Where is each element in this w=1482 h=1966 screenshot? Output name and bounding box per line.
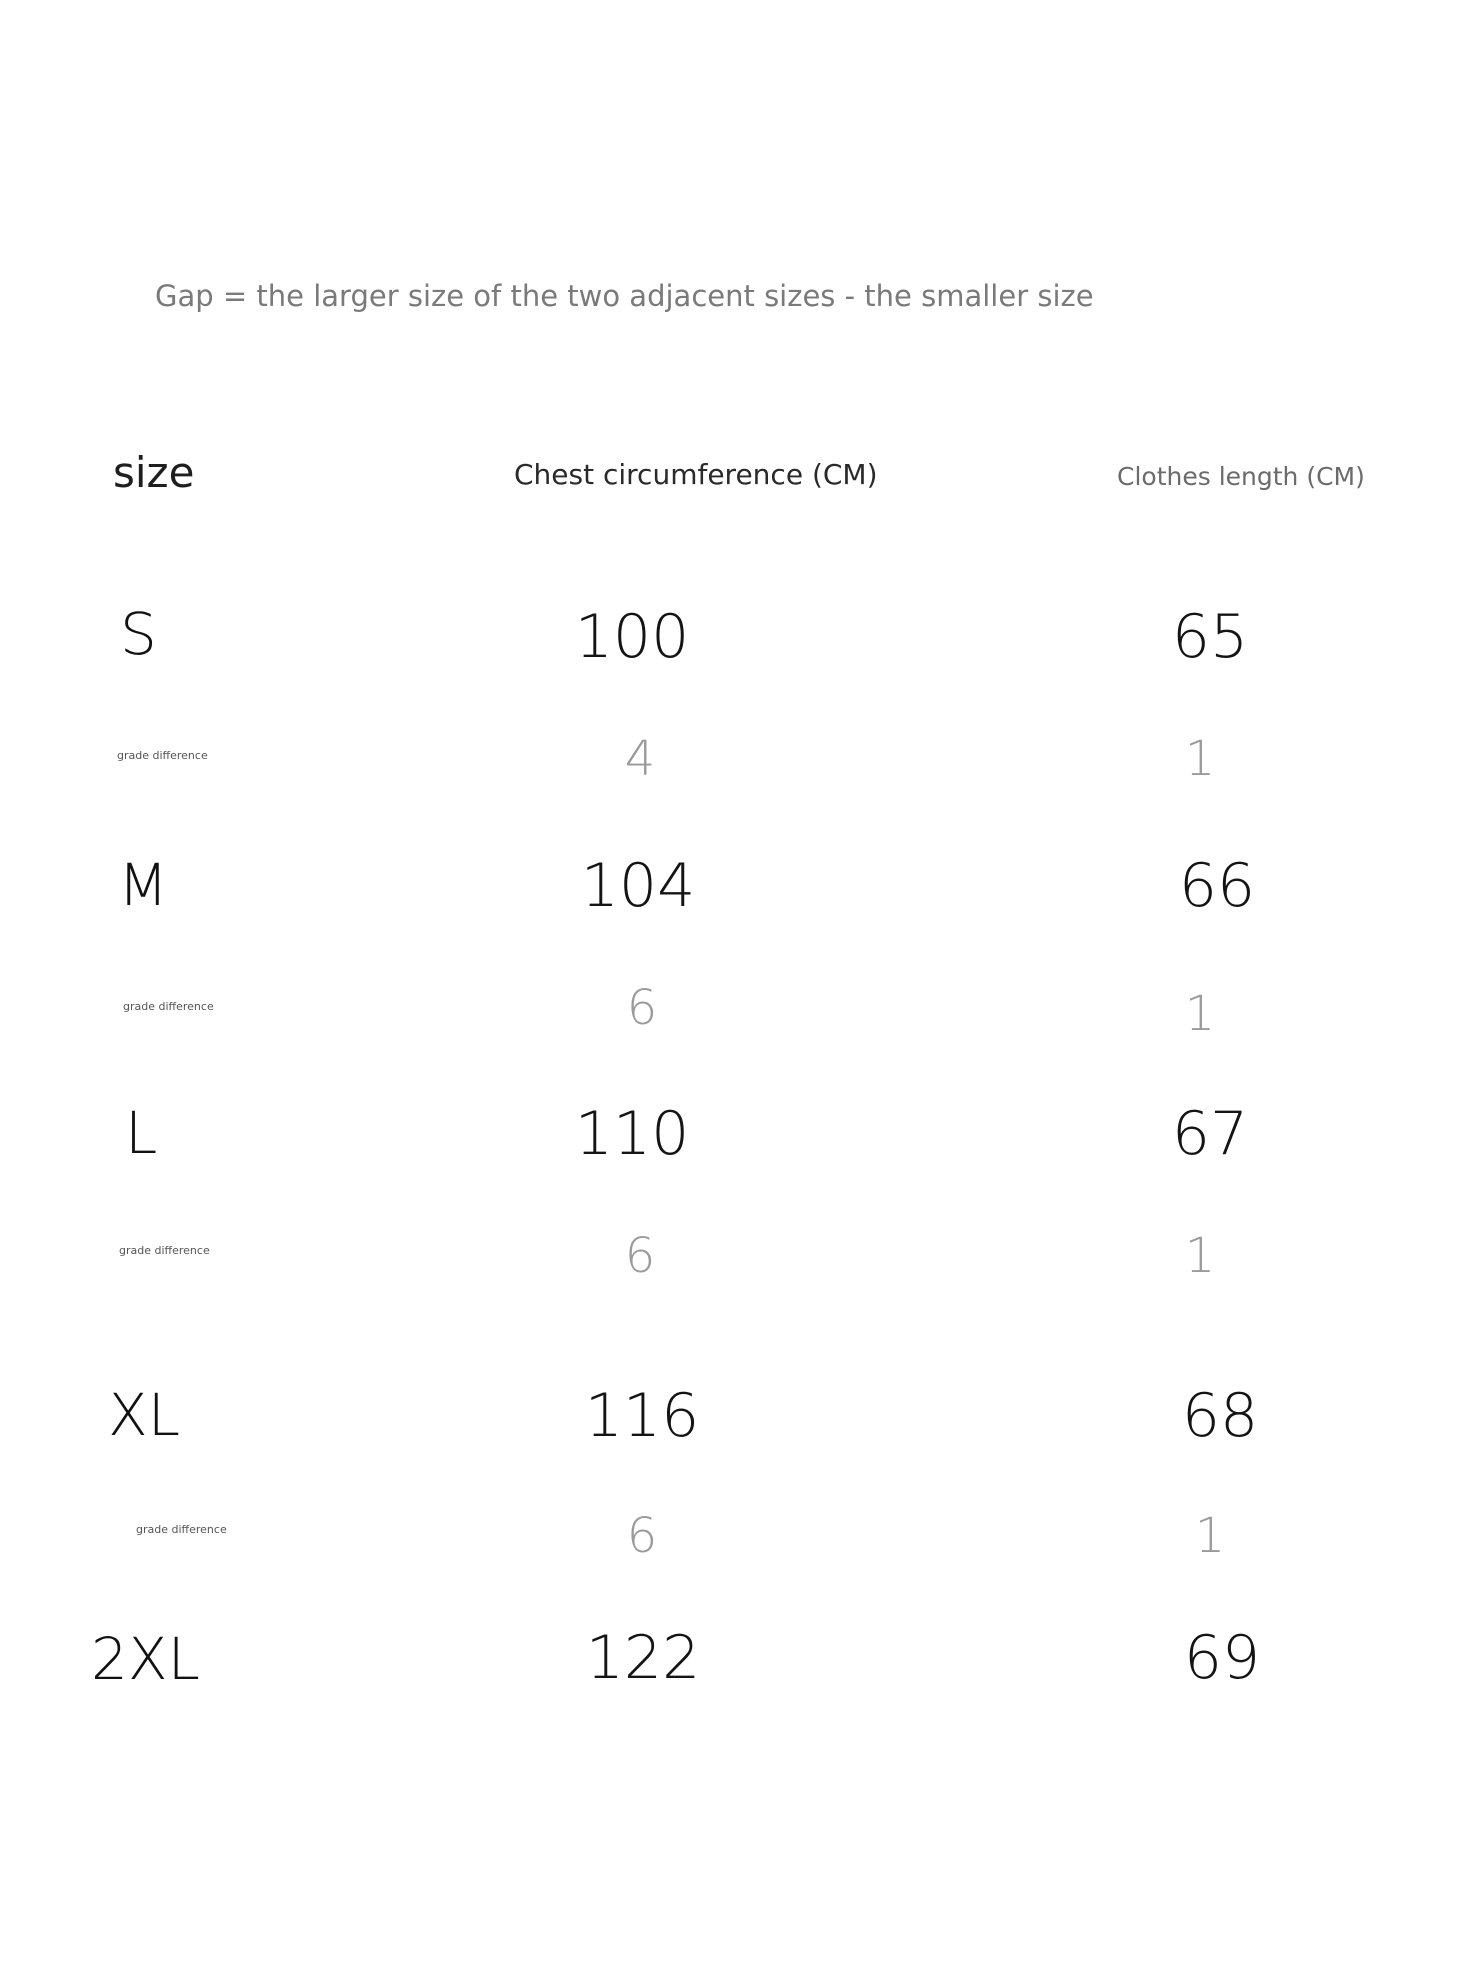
chest-value-s: 100 bbox=[574, 602, 690, 672]
size-label-l: L bbox=[125, 1099, 158, 1167]
chest-grade-s-m: 4 bbox=[624, 731, 656, 787]
gap-explanation-note: Gap = the larger size of the two adjacent sizes - the smaller size bbox=[155, 279, 1094, 313]
grade-difference-label: grade difference bbox=[136, 1523, 227, 1536]
length-grade-xl-2xl: 1 bbox=[1194, 1508, 1226, 1564]
length-grade-s-m: 1 bbox=[1184, 731, 1216, 787]
chest-value-l: 110 bbox=[574, 1099, 690, 1169]
grade-difference-label: grade difference bbox=[123, 1000, 214, 1013]
grade-difference-label: grade difference bbox=[117, 749, 208, 762]
header-clothes-length: Clothes length (CM) bbox=[1117, 462, 1365, 491]
header-chest-circumference: Chest circumference (CM) bbox=[514, 458, 878, 491]
length-grade-m-l: 1 bbox=[1184, 986, 1216, 1042]
length-grade-l-xl: 1 bbox=[1184, 1228, 1216, 1284]
chest-grade-m-l: 6 bbox=[626, 980, 658, 1036]
size-label-m: M bbox=[118, 851, 169, 919]
header-size: size bbox=[113, 448, 195, 497]
length-value-l: 67 bbox=[1171, 1099, 1249, 1169]
grade-difference-label: grade difference bbox=[119, 1244, 210, 1257]
chest-value-xl: 116 bbox=[584, 1381, 700, 1451]
length-value-m: 66 bbox=[1178, 851, 1256, 921]
chest-value-m: 104 bbox=[580, 851, 696, 921]
chest-value-2xl: 122 bbox=[585, 1623, 701, 1693]
size-label-2xl: 2XL bbox=[91, 1625, 200, 1693]
size-label-s: S bbox=[120, 600, 157, 668]
chest-grade-l-xl: 6 bbox=[624, 1228, 656, 1284]
length-value-s: 65 bbox=[1171, 602, 1249, 672]
length-value-xl: 68 bbox=[1181, 1381, 1259, 1451]
size-label-xl: XL bbox=[108, 1381, 181, 1449]
length-value-2xl: 69 bbox=[1183, 1623, 1261, 1693]
chest-grade-xl-2xl: 6 bbox=[626, 1508, 658, 1564]
